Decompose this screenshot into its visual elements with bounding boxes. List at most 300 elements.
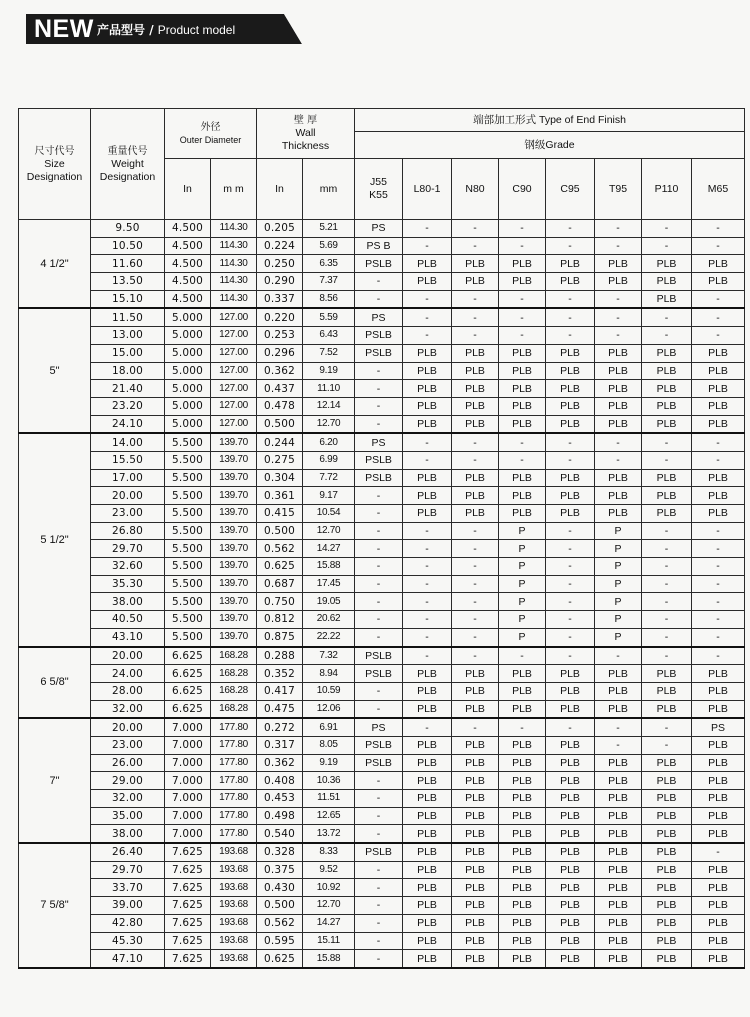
grade-cell: PLB xyxy=(499,344,546,362)
table-row xyxy=(19,451,745,469)
dimension-cell: 12.14 xyxy=(303,397,355,415)
dimension-cell: 0.337 xyxy=(257,290,303,308)
dimension-cell: 15.88 xyxy=(303,558,355,576)
table-row xyxy=(19,861,745,879)
dimension-cell: 0.415 xyxy=(257,505,303,523)
weight-cell: 17.00 xyxy=(91,469,165,487)
dimension-cell: 12.70 xyxy=(303,415,355,433)
weight-cell: 39.00 xyxy=(91,897,165,915)
grade-cell: PLB xyxy=(642,255,692,273)
dimension-cell: 7.625 xyxy=(165,843,211,861)
grade-cell: - xyxy=(403,718,452,736)
grade-cell: - xyxy=(642,522,692,540)
grade-cell: PLB xyxy=(499,950,546,968)
grade-header: 钢级Grade xyxy=(355,132,745,159)
grade-cell: PLB xyxy=(642,700,692,718)
dimension-cell: 12.06 xyxy=(303,700,355,718)
weight-header: 重量代号 Weight Designation xyxy=(91,109,165,220)
grade-cell: PLB xyxy=(692,362,745,380)
grade-cell: PLB xyxy=(692,665,745,683)
dimension-cell: 7.72 xyxy=(303,469,355,487)
dimension-cell: 6.35 xyxy=(303,255,355,273)
grade-cell: PLB xyxy=(642,665,692,683)
dimension-cell: 0.362 xyxy=(257,754,303,772)
dimension-cell: 12.70 xyxy=(303,897,355,915)
size-designation-cell: 6 5/8" xyxy=(19,647,91,719)
grade-cell: PLB xyxy=(642,843,692,861)
grade-cell: PLB xyxy=(403,897,452,915)
grade-cell: PLB xyxy=(452,273,499,291)
dimension-cell: 168.28 xyxy=(211,700,257,718)
dimension-cell: 5.500 xyxy=(165,558,211,576)
grade-cell: PLB xyxy=(546,932,595,950)
weight-cell: 35.30 xyxy=(91,575,165,593)
grade-cell: - xyxy=(546,290,595,308)
dimension-cell: 7.625 xyxy=(165,914,211,932)
weight-cell: 14.00 xyxy=(91,433,165,451)
dimension-cell: 10.92 xyxy=(303,879,355,897)
weight-cell: 40.50 xyxy=(91,611,165,629)
grade-cell: PLB xyxy=(499,736,546,754)
grade-cell: - xyxy=(692,451,745,469)
grade-cell: PLB xyxy=(546,861,595,879)
grade-cell: PLB xyxy=(499,861,546,879)
weight-cell: 23.00 xyxy=(91,505,165,523)
grade-cell: PLB xyxy=(452,487,499,505)
grade-cell: - xyxy=(692,558,745,576)
dimension-cell: 6.625 xyxy=(165,682,211,700)
dimension-cell: 14.27 xyxy=(303,540,355,558)
dimension-cell: 139.70 xyxy=(211,487,257,505)
grade-cell: - xyxy=(642,308,692,326)
grade-cell: - xyxy=(403,290,452,308)
subtitle-en: Product model xyxy=(157,23,236,37)
grade-cell: PLB xyxy=(546,415,595,433)
grade-cell: PLB xyxy=(642,505,692,523)
dimension-cell: 0.595 xyxy=(257,932,303,950)
dimension-cell: 5.500 xyxy=(165,487,211,505)
grade-cell: PLB xyxy=(595,932,642,950)
grade-cell: - xyxy=(595,290,642,308)
grade-cell: - xyxy=(642,611,692,629)
size-header: 尺寸代号 Size Designation xyxy=(19,109,91,220)
grade-cell: - xyxy=(355,380,403,398)
weight-cell: 20.00 xyxy=(91,487,165,505)
grade-cell: PLB xyxy=(452,397,499,415)
dimension-cell: 5.500 xyxy=(165,575,211,593)
weight-cell: 32.00 xyxy=(91,700,165,718)
dimension-cell: 0.875 xyxy=(257,628,303,646)
grade-cell: PLB xyxy=(642,807,692,825)
dimension-cell: 5.500 xyxy=(165,628,211,646)
grade-cell: PLB xyxy=(595,700,642,718)
table-row xyxy=(19,772,745,790)
dimension-cell: 139.70 xyxy=(211,558,257,576)
grade-cell: PLB xyxy=(692,897,745,915)
grade-cell: - xyxy=(595,718,642,736)
weight-cell: 26.80 xyxy=(91,522,165,540)
grade-cell: - xyxy=(692,290,745,308)
grade-cell: PLB xyxy=(692,397,745,415)
table-row xyxy=(19,362,745,380)
grade-cell: PLB xyxy=(546,344,595,362)
dimension-cell: 0.430 xyxy=(257,879,303,897)
table-row xyxy=(19,433,745,451)
grade-cell: PLB xyxy=(546,665,595,683)
grade-cell: PLB xyxy=(403,487,452,505)
grade-cell: PLB xyxy=(546,950,595,968)
grade-cell: PLB xyxy=(452,700,499,718)
size-designation-cell: 7" xyxy=(19,718,91,843)
dimension-cell: 19.05 xyxy=(303,593,355,611)
dimension-cell: 139.70 xyxy=(211,540,257,558)
table-row xyxy=(19,540,745,558)
dimension-cell: 5.500 xyxy=(165,433,211,451)
grade-cell: PLB xyxy=(642,469,692,487)
grade-cell: - xyxy=(642,433,692,451)
dimension-cell: 0.417 xyxy=(257,682,303,700)
dimension-cell: 5.500 xyxy=(165,469,211,487)
grade-cell: - xyxy=(692,327,745,345)
grade-cell: PLB xyxy=(595,487,642,505)
table-row xyxy=(19,308,745,326)
grade-cell: PLB xyxy=(595,505,642,523)
grade-cell: P xyxy=(595,611,642,629)
dimension-cell: 168.28 xyxy=(211,682,257,700)
grade-cell: - xyxy=(452,558,499,576)
dimension-cell: 9.52 xyxy=(303,861,355,879)
wall-thickness-header: 壁 厚 Wall Thickness xyxy=(257,109,355,159)
weight-cell: 29.70 xyxy=(91,861,165,879)
dimension-cell: 0.625 xyxy=(257,950,303,968)
grade-cell: PLB xyxy=(403,736,452,754)
grade-cell: PLB xyxy=(403,682,452,700)
dimension-cell: 11.10 xyxy=(303,380,355,398)
table-row xyxy=(19,647,745,665)
grade-cell: PLB xyxy=(692,469,745,487)
grade-cell: - xyxy=(642,718,692,736)
grade-cell: PLB xyxy=(499,665,546,683)
dimension-cell: 114.30 xyxy=(211,290,257,308)
grade-cell: P xyxy=(499,593,546,611)
dimension-cell: 168.28 xyxy=(211,647,257,665)
dimension-cell: 15.11 xyxy=(303,932,355,950)
dimension-cell: 168.28 xyxy=(211,665,257,683)
grade-cell: PLB xyxy=(595,665,642,683)
grade-cell: - xyxy=(403,220,452,238)
table-row xyxy=(19,843,745,861)
grade-cell: - xyxy=(546,522,595,540)
grade-cell: PLB xyxy=(499,807,546,825)
weight-cell: 32.00 xyxy=(91,790,165,808)
grade-cell: PLB xyxy=(403,825,452,843)
size-designation-cell: 5" xyxy=(19,308,91,433)
grade-cell: - xyxy=(452,237,499,255)
dimension-cell: 7.52 xyxy=(303,344,355,362)
grade-cell: PLB xyxy=(692,415,745,433)
weight-cell: 33.70 xyxy=(91,879,165,897)
grade-cell: - xyxy=(355,879,403,897)
grade-cell: PLB xyxy=(403,772,452,790)
grade-cell: - xyxy=(546,558,595,576)
dimension-cell: 6.625 xyxy=(165,700,211,718)
grade-cell: - xyxy=(452,628,499,646)
dimension-cell: 0.750 xyxy=(257,593,303,611)
dimension-cell: 177.80 xyxy=(211,790,257,808)
grade-cell: - xyxy=(355,487,403,505)
dimension-cell: 127.00 xyxy=(211,308,257,326)
grade-cell: PLB xyxy=(452,754,499,772)
weight-cell: 11.60 xyxy=(91,255,165,273)
grade-cell: - xyxy=(355,682,403,700)
grade-cell: PLB xyxy=(452,469,499,487)
grade-col-n80: N80 xyxy=(452,159,499,220)
grade-cell: PSLB xyxy=(355,665,403,683)
grade-cell: PLB xyxy=(499,772,546,790)
grade-cell: PLB xyxy=(546,487,595,505)
grade-cell: - xyxy=(452,522,499,540)
dimension-cell: 0.500 xyxy=(257,897,303,915)
grade-cell: PLB xyxy=(452,843,499,861)
grade-cell: - xyxy=(403,558,452,576)
dimension-cell: 5.59 xyxy=(303,308,355,326)
new-label: NEW xyxy=(34,15,94,43)
dimension-cell: 9.19 xyxy=(303,362,355,380)
grade-cell: - xyxy=(403,237,452,255)
grade-cell: PLB xyxy=(546,914,595,932)
grade-cell: PLB xyxy=(546,736,595,754)
grade-cell: PLB xyxy=(403,807,452,825)
grade-cell: PLB xyxy=(692,344,745,362)
grade-cell: - xyxy=(642,558,692,576)
table-row xyxy=(19,754,745,772)
dimension-cell: 0.453 xyxy=(257,790,303,808)
grade-cell: - xyxy=(499,290,546,308)
grade-cell: - xyxy=(642,647,692,665)
grade-col-j55: J55 K55 xyxy=(355,159,403,220)
dimension-cell: 10.36 xyxy=(303,772,355,790)
weight-cell: 15.50 xyxy=(91,451,165,469)
grade-cell: - xyxy=(355,611,403,629)
grade-cell: - xyxy=(403,433,452,451)
grade-cell: PLB xyxy=(403,950,452,968)
grade-cell: PLB xyxy=(499,255,546,273)
dimension-cell: 5.69 xyxy=(303,237,355,255)
grade-cell: PLB xyxy=(546,700,595,718)
grade-cell: - xyxy=(595,433,642,451)
grade-cell: PLB xyxy=(546,505,595,523)
dimension-cell: 20.62 xyxy=(303,611,355,629)
grade-cell: PSLB xyxy=(355,344,403,362)
grade-cell: PLB xyxy=(403,344,452,362)
grade-cell: PSLB xyxy=(355,736,403,754)
grade-cell: - xyxy=(642,593,692,611)
grade-cell: PLB xyxy=(595,362,642,380)
dimension-cell: 177.80 xyxy=(211,807,257,825)
dimension-cell: 7.625 xyxy=(165,950,211,968)
grade-cell: PLB xyxy=(403,879,452,897)
grade-cell: - xyxy=(355,950,403,968)
grade-cell: - xyxy=(642,220,692,238)
grade-cell: PLB xyxy=(595,950,642,968)
grade-cell: - xyxy=(642,540,692,558)
grade-cell: - xyxy=(403,540,452,558)
dimension-cell: 7.000 xyxy=(165,754,211,772)
grade-cell: - xyxy=(499,718,546,736)
grade-cell: PLB xyxy=(692,914,745,932)
dimension-cell: 7.000 xyxy=(165,825,211,843)
grade-cell: PLB xyxy=(403,665,452,683)
grade-cell: - xyxy=(452,451,499,469)
dimension-cell: 12.65 xyxy=(303,807,355,825)
grade-cell: - xyxy=(499,451,546,469)
dimension-cell: 177.80 xyxy=(211,754,257,772)
grade-cell: PLB xyxy=(403,397,452,415)
dimension-cell: 127.00 xyxy=(211,327,257,345)
grade-cell: - xyxy=(355,897,403,915)
grade-cell: - xyxy=(692,522,745,540)
dimension-cell: 0.224 xyxy=(257,237,303,255)
weight-cell: 13.00 xyxy=(91,327,165,345)
grade-cell: PLB xyxy=(403,754,452,772)
dimension-cell: 8.33 xyxy=(303,843,355,861)
grade-cell: PLB xyxy=(595,807,642,825)
grade-cell: PLB xyxy=(452,362,499,380)
dimension-cell: 193.68 xyxy=(211,897,257,915)
dimension-cell: 7.625 xyxy=(165,897,211,915)
grade-cell: PLB xyxy=(499,469,546,487)
grade-cell: PLB xyxy=(642,897,692,915)
grade-cell: - xyxy=(355,522,403,540)
grade-cell: PLB xyxy=(642,914,692,932)
grade-cell: - xyxy=(452,308,499,326)
dimension-cell: 6.99 xyxy=(303,451,355,469)
grade-cell: PLB xyxy=(692,487,745,505)
dimension-cell: 0.500 xyxy=(257,415,303,433)
grade-cell: - xyxy=(452,327,499,345)
grade-cell: - xyxy=(452,718,499,736)
grade-cell: PLB xyxy=(546,255,595,273)
grade-cell: PLB xyxy=(452,736,499,754)
dimension-cell: 4.500 xyxy=(165,273,211,291)
dimension-cell: 7.37 xyxy=(303,273,355,291)
grade-cell: PLB xyxy=(452,932,499,950)
grade-cell: PLB xyxy=(692,861,745,879)
grade-cell: PLB xyxy=(642,790,692,808)
grade-cell: PLB xyxy=(499,397,546,415)
grade-cell: PLB xyxy=(595,754,642,772)
grade-cell: PLB xyxy=(452,505,499,523)
grade-cell: - xyxy=(642,575,692,593)
weight-cell: 23.20 xyxy=(91,397,165,415)
table-row xyxy=(19,897,745,915)
weight-cell: 42.80 xyxy=(91,914,165,932)
dimension-cell: 7.000 xyxy=(165,807,211,825)
table-row xyxy=(19,220,745,238)
weight-cell: 24.00 xyxy=(91,665,165,683)
grade-cell: PLB xyxy=(403,932,452,950)
grade-cell: PLB xyxy=(692,505,745,523)
grade-cell: - xyxy=(546,451,595,469)
grade-cell: - xyxy=(692,593,745,611)
grade-cell: PLB xyxy=(403,380,452,398)
dimension-cell: 8.56 xyxy=(303,290,355,308)
grade-cell: - xyxy=(499,647,546,665)
grade-cell: - xyxy=(499,327,546,345)
product-spec-table xyxy=(18,108,745,969)
grade-cell: - xyxy=(546,647,595,665)
grade-cell: PLB xyxy=(452,897,499,915)
grade-cell: PSLB xyxy=(355,327,403,345)
grade-cell: PLB xyxy=(692,950,745,968)
dimension-cell: 5.500 xyxy=(165,522,211,540)
dimension-cell: 5.000 xyxy=(165,308,211,326)
grade-cell: PSLB xyxy=(355,451,403,469)
grade-cell: PLB xyxy=(692,932,745,950)
grade-cell: - xyxy=(692,220,745,238)
weight-cell: 43.10 xyxy=(91,628,165,646)
grade-cell: - xyxy=(499,433,546,451)
grade-cell: PLB xyxy=(403,362,452,380)
dimension-cell: 0.437 xyxy=(257,380,303,398)
grade-cell: - xyxy=(595,237,642,255)
grade-cell: PLB xyxy=(452,255,499,273)
grade-cell: PLB xyxy=(642,950,692,968)
table-row xyxy=(19,255,745,273)
grade-cell: PLB xyxy=(499,754,546,772)
grade-cell: PLB xyxy=(499,505,546,523)
dimension-cell: 0.362 xyxy=(257,362,303,380)
grade-cell: PLB xyxy=(642,772,692,790)
table-body xyxy=(19,220,745,968)
dimension-cell: 6.625 xyxy=(165,647,211,665)
table-row xyxy=(19,932,745,950)
dimension-cell: 6.91 xyxy=(303,718,355,736)
grade-cell: PLB xyxy=(403,255,452,273)
grade-cell: PS B xyxy=(355,237,403,255)
dimension-cell: 193.68 xyxy=(211,950,257,968)
grade-cell: - xyxy=(642,736,692,754)
grade-cell: PLB xyxy=(692,825,745,843)
grade-cell: PLB xyxy=(499,843,546,861)
table-row xyxy=(19,558,745,576)
grade-col-p110: P110 xyxy=(642,159,692,220)
grade-cell: - xyxy=(546,237,595,255)
grade-cell: PLB xyxy=(452,950,499,968)
grade-cell: P xyxy=(595,575,642,593)
grade-cell: P xyxy=(499,575,546,593)
dimension-cell: 5.000 xyxy=(165,327,211,345)
grade-cell: PLB xyxy=(595,380,642,398)
grade-cell: PLB xyxy=(595,897,642,915)
grade-cell: PS xyxy=(355,718,403,736)
weight-cell: 23.00 xyxy=(91,736,165,754)
table-row xyxy=(19,505,745,523)
dimension-cell: 139.70 xyxy=(211,611,257,629)
grade-cell: PLB xyxy=(692,700,745,718)
dimension-cell: 5.000 xyxy=(165,362,211,380)
dimension-cell: 7.000 xyxy=(165,772,211,790)
dimension-cell: 139.70 xyxy=(211,451,257,469)
grade-cell: PLB xyxy=(403,790,452,808)
grade-cell: PLB xyxy=(499,825,546,843)
dimension-cell: 5.000 xyxy=(165,380,211,398)
grade-cell: - xyxy=(355,700,403,718)
grade-cell: - xyxy=(692,611,745,629)
dimension-cell: 0.562 xyxy=(257,540,303,558)
weight-cell: 20.00 xyxy=(91,647,165,665)
dimension-cell: 5.500 xyxy=(165,451,211,469)
